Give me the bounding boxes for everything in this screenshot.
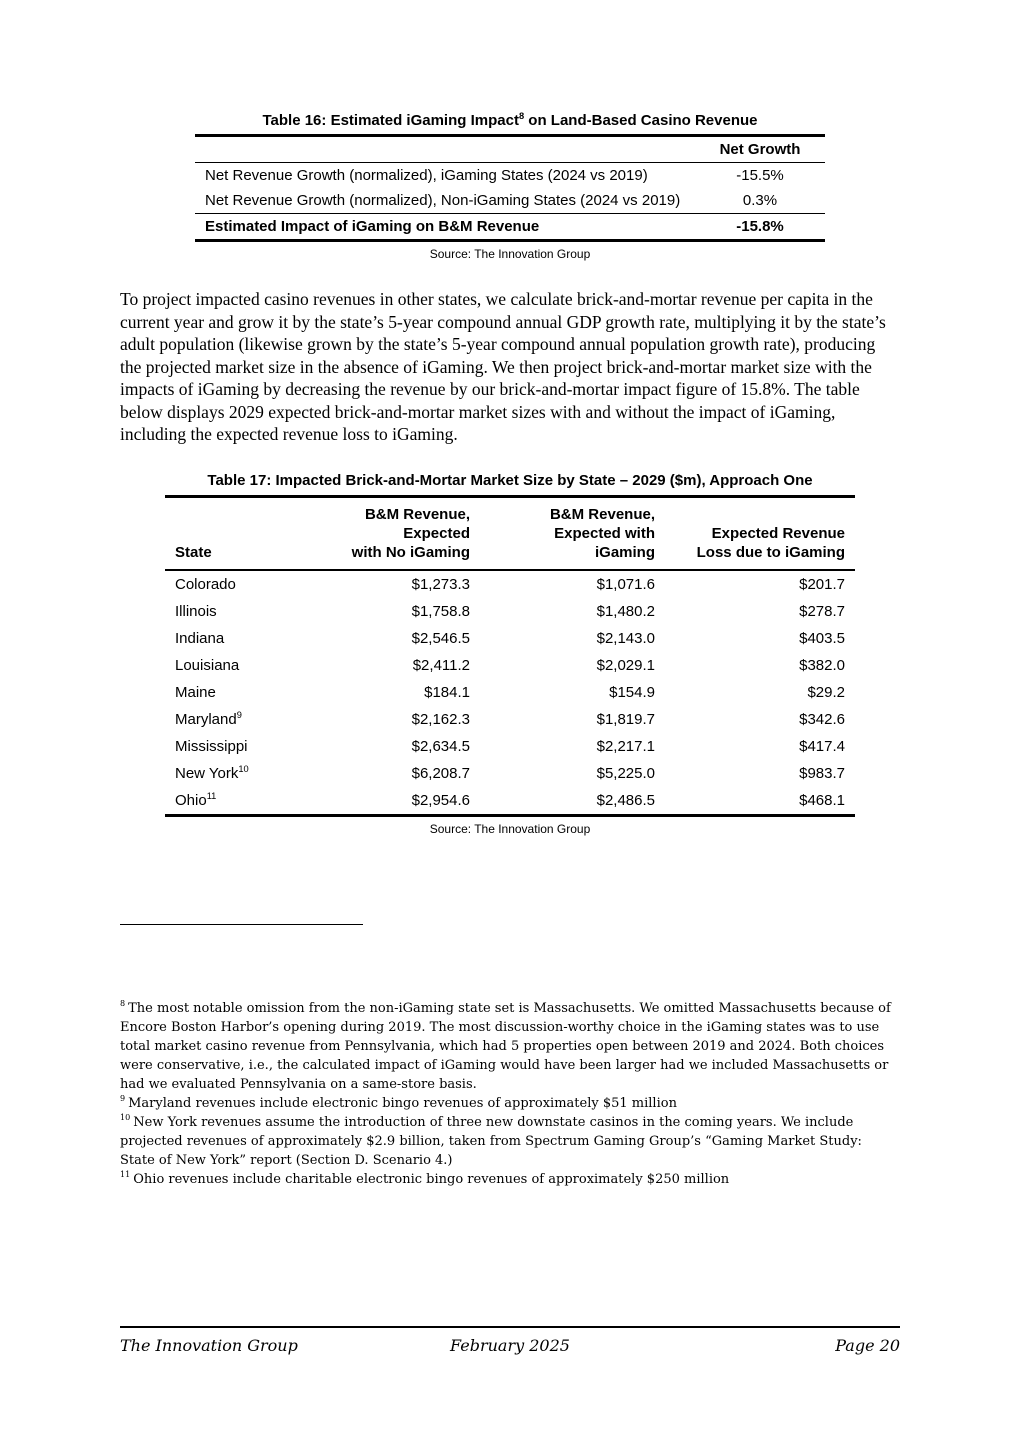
table-row: [165, 733, 855, 760]
no-igaming-cell: $184.1: [424, 683, 470, 701]
state-cell: Mississippi: [175, 737, 248, 755]
table-row: [165, 570, 855, 598]
loss-cell: $382.0: [799, 656, 845, 674]
table16-header-row: [195, 134, 825, 163]
table-row: [165, 625, 855, 652]
footnote-separator: [120, 924, 363, 925]
state-cell: Indiana: [175, 629, 225, 647]
table-row: [165, 760, 855, 787]
table16-total-row: [195, 213, 825, 242]
footnote: [120, 1113, 900, 1170]
table17-section: [165, 472, 855, 836]
no-igaming-cell: $2,546.5: [411, 629, 470, 647]
no-igaming-cell: $2,634.5: [411, 737, 470, 755]
table16-total-value: -15.8%: [736, 218, 784, 235]
with-igaming-cell: $1,480.2: [596, 602, 655, 620]
no-igaming-cell: $1,273.3: [411, 575, 470, 593]
no-igaming-cell: $2,162.3: [411, 710, 470, 728]
no-igaming-cell: $1,758.8: [411, 602, 470, 620]
table16-header-net-growth: Net Growth: [719, 141, 801, 158]
footnote-number: 9: [120, 1094, 126, 1104]
loss-cell: $201.7: [799, 575, 845, 593]
footnote-text: Ohio revenues include charitable electronic bingo revenues of approximately $250 million: [133, 1171, 730, 1187]
table17-source: Source: The Innovation Group: [429, 821, 591, 836]
footer-date: February 2025: [450, 1336, 570, 1355]
state-cell: New York$^{10}$: [175, 763, 249, 782]
table17-header-loss: Expected Revenue Loss due to iGaming: [696, 524, 845, 561]
table16-row: [195, 188, 825, 213]
footer-company: The Innovation Group: [120, 1336, 298, 1355]
no-igaming-cell: $6,208.7: [411, 764, 470, 782]
loss-cell: $403.5: [799, 629, 845, 647]
footnote-ref: 10: [238, 763, 249, 774]
table17-title: Table 17: Impacted Brick-and-Mortar Market Size by State – 2029 ($m), Approach One: [207, 471, 813, 489]
footnote: [120, 1170, 900, 1189]
state-cell: Maryland$^9$: [175, 709, 242, 728]
footnote-ref: 11: [206, 790, 217, 801]
table16-total-label: Estimated Impact of iGaming on B&M Revenue: [205, 218, 540, 235]
footnote: [120, 999, 900, 1094]
table16-title-text: Table 16: Estimated iGaming Impact: [262, 112, 519, 129]
footnote-text: New York revenues assume the introduction of three new downstate casinos in the coming years. We include projected revenues of approximately $2.9 billion, taken from Spectrum Gaming Group’s “Gaming Market Study: State of New York” report (Section D. Scenario 4.): [120, 1114, 862, 1168]
table-row: [165, 706, 855, 733]
with-igaming-cell: $2,217.1: [596, 737, 655, 755]
table17-header-no-igaming: B&M Revenue, Expected with No iGaming: [351, 505, 470, 561]
with-igaming-cell: $2,486.5: [596, 791, 655, 809]
no-igaming-cell: $2,954.6: [411, 791, 470, 809]
table16-row-label: Net Revenue Growth (normalized), iGaming States (2024 vs 2019): [205, 167, 648, 184]
table-row: [165, 652, 855, 679]
page-content: [0, 112, 1020, 1189]
loss-cell: $278.7: [799, 602, 845, 620]
table16-source: Source: The Innovation Group: [429, 247, 591, 261]
body-paragraph: To project impacted casino revenues in other states, we calculate brick-and-mortar revenue per capita in the current year and grow it by the state’s 5-year compound annual GDP growth rate, multiplying it by the state’s adult population (likewise grown by the state’s 5-year compound annual population growth rate), producing the projected market size in the absence of iGaming. We then project brick-and-mortar market size with the impacts of iGaming by decreasing the revenue by our brick-and-mortar impact figure of 15.8%. The table below displays 2029 expected brick-and-mortar market sizes with and without the impact of iGaming, including the expected revenue loss to iGaming.: [120, 289, 886, 444]
state-cell: Ohio$^{11}$: [175, 790, 217, 809]
footnote-text: Maryland revenues include electronic bingo revenues of approximately $51 million: [128, 1095, 677, 1111]
with-igaming-cell: $1,819.7: [596, 710, 655, 728]
table17-header-state: State: [175, 543, 212, 561]
footer-page-number: Page 20: [835, 1336, 900, 1355]
state-cell: Louisiana: [175, 656, 240, 674]
footnote-ref: 9: [236, 709, 242, 720]
footnote-number: 11: [120, 1170, 131, 1180]
loss-cell: $983.7: [799, 764, 845, 782]
table16-title: [195, 112, 825, 129]
with-igaming-cell: $2,143.0: [596, 629, 655, 647]
state-cell: Maine: [175, 683, 216, 701]
table16-row-value: -15.5%: [736, 167, 784, 184]
table-row: [165, 598, 855, 625]
with-igaming-cell: $154.9: [609, 683, 655, 701]
footnote-number: 8: [120, 999, 126, 1009]
with-igaming-cell: $5,225.0: [596, 764, 655, 782]
table-row: [165, 787, 855, 816]
footnote: [120, 1094, 900, 1113]
table16: [195, 112, 825, 261]
loss-cell: $29.2: [807, 683, 845, 701]
table16-row-label: Net Revenue Growth (normalized), Non-iGaming States (2024 vs 2019): [205, 192, 681, 209]
table16-row-value: 0.3%: [742, 192, 778, 209]
table17: [165, 495, 855, 817]
table16-title-text-cont: on Land-Based Casino Revenue: [524, 112, 758, 129]
with-igaming-cell: $1,071.6: [596, 575, 655, 593]
table17-header-row: [165, 496, 855, 570]
table16-title-footnote-ref: 8: [518, 111, 525, 121]
loss-cell: $342.6: [799, 710, 845, 728]
document-page: [0, 112, 1020, 1432]
state-cell: Colorado: [175, 575, 236, 593]
page-footer: [120, 1326, 900, 1355]
no-igaming-cell: $2,411.2: [412, 656, 470, 674]
with-igaming-cell: $2,029.1: [596, 656, 655, 674]
loss-cell: $417.4: [799, 737, 845, 755]
table16-row: [195, 163, 825, 188]
table-row: [165, 679, 855, 706]
state-cell: Illinois: [175, 602, 217, 620]
footnotes: [120, 999, 900, 1189]
footnote-text: The most notable omission from the non-iGaming state set is Massachusetts. We omitted Massachusetts because of Encore Boston Harbor’s opening during 2019. The most discussion-worthy choice in the iGaming states was to use total market casino revenue from Pennsylvania, which had 5 properties open between 2019 and 2024. Both choices were conservative, i.e., the calculated impact of iGaming would have been larger had we included Massachusetts or had we evaluated Pennsylvania on a same-store basis.: [120, 1000, 891, 1092]
table17-header-with-igaming: B&M Revenue, Expected with iGaming: [549, 505, 655, 561]
loss-cell: $468.1: [799, 791, 845, 809]
footnote-number: 10: [120, 1113, 131, 1123]
